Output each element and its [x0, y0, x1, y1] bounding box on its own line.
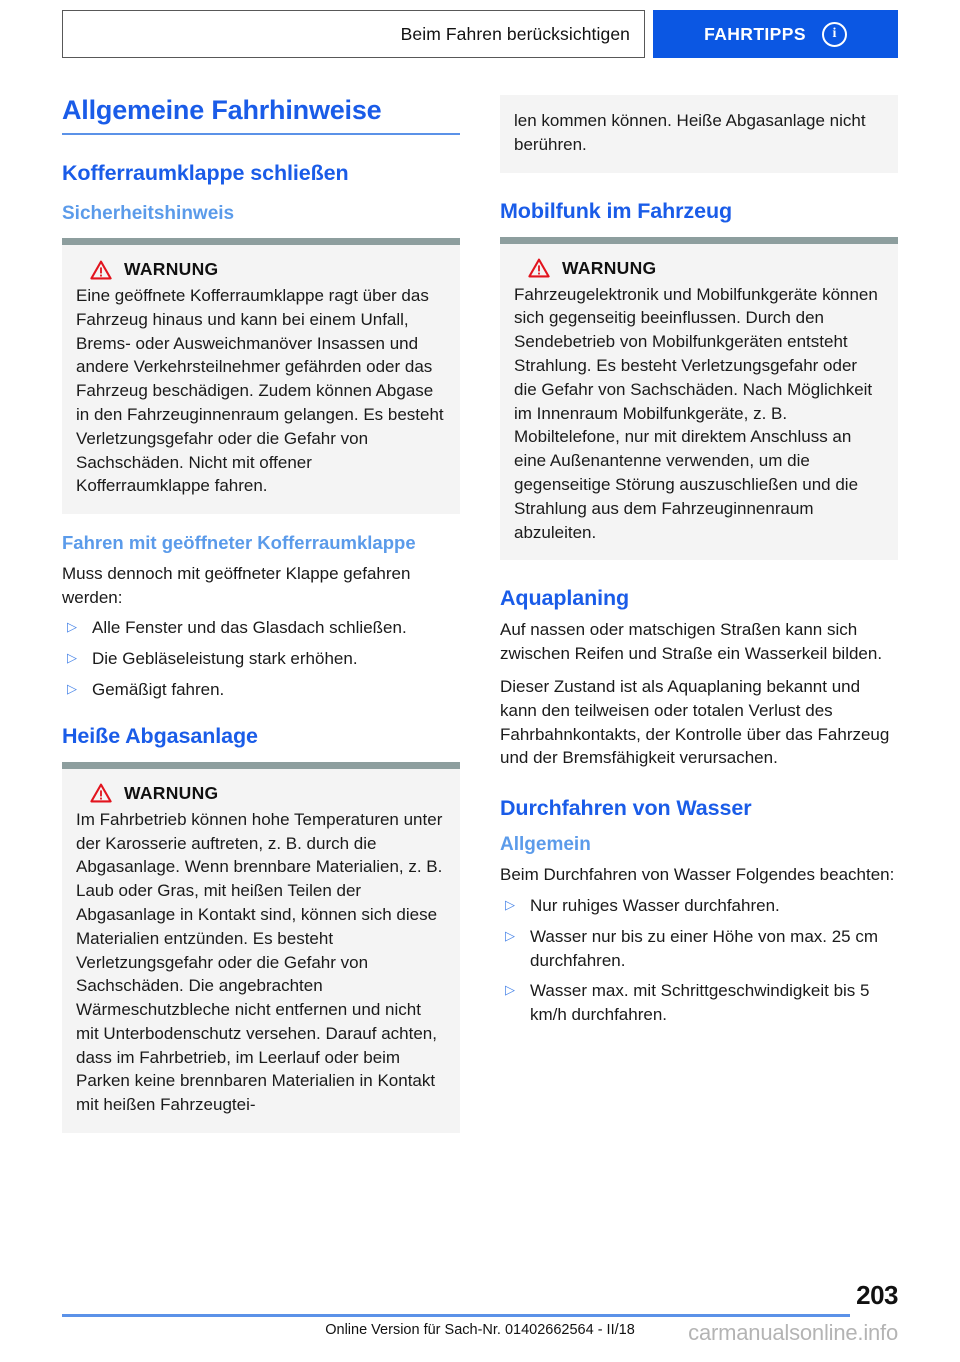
breadcrumb-label: Beim Fahren berücksichtigen	[400, 23, 630, 44]
page-number: 203	[856, 1280, 898, 1310]
list-item	[62, 616, 460, 640]
warning-box-mobilfunk	[500, 237, 898, 561]
bullet-list-fahren	[62, 616, 460, 701]
section-heading-kofferraumklappe: Kofferraumklappe schließen	[62, 161, 349, 185]
list-item-label: Gemäßigt fahren.	[92, 679, 225, 699]
warning-label: WARNUNG	[562, 257, 657, 278]
aquaplaning-paragraph-1: Auf nassen oder matschigen Straßen kann sich zwischen Reifen und Straße ein Wasserkeil bilden.	[500, 620, 883, 664]
warning-triangle-icon	[528, 258, 550, 278]
warning-header	[76, 259, 446, 280]
warning-header	[514, 258, 884, 279]
list-item-label: Alle Fenster und das Glasdach schließen.	[92, 618, 407, 638]
right-column	[500, 95, 898, 1133]
list-item	[500, 925, 898, 973]
section-heading-heisse-abgasanlage: Heiße Abgasanlage	[62, 723, 258, 748]
warning-header	[76, 783, 446, 804]
section-heading-durchfahren-von-wasser: Durchfahren von Wasser	[500, 796, 752, 821]
list-item	[62, 647, 460, 671]
bullet-triangle-icon: ▷	[67, 619, 77, 635]
warning-box-kofferraumklappe	[62, 238, 460, 514]
list-item-label: Wasser max. mit Schrittgeschwindigkeit bis 5 km/h durchfahren.	[530, 981, 870, 1025]
breadcrumb-tab[interactable]	[62, 10, 645, 58]
section-heading-mobilfunk: Mobilfunk im Fahrzeug	[500, 198, 733, 223]
warning-box-abgasanlage	[62, 762, 460, 1133]
intro-text-fahren: Muss dennoch mit geöffneter Klappe gefahren werden:	[62, 563, 411, 607]
warning-label: WARNUNG	[124, 782, 219, 803]
footer-version-text: Online Version für Sach-Nr. 01402662564 - II/18	[325, 1322, 635, 1338]
list-item	[62, 678, 460, 702]
intro-text-durchfahren: Beim Durchfahren von Wasser Folgendes beachten:	[500, 865, 895, 885]
warning-text: Im Fahrbetrieb können hohe Temperaturen unter der Karosserie auftreten, z. B. durch die Abgasanlage. Wenn brennbare Materialien, z. B. Laub oder Gras, mit heißen Teilen der Abgasanlage in Kontakt sind, können sich diese Materialien entzünden. Es besteht Verletzungsgefahr oder die Gefahr von Sachschäden. Die angebrachten Wärmeschutzbleche nicht entfernen und nicht mit Unterbodenschutz versehen. Darauf achten, dass im Fahrbetrieb, im Leerlauf oder beim Parken keine brennbaren Materialien in Kontakt mit heißen Fahrzeugtei-	[76, 809, 443, 1115]
section-heading-aquaplaning: Aquaplaning	[500, 586, 630, 611]
bullet-triangle-icon: ▷	[505, 982, 515, 998]
page-header	[62, 10, 898, 58]
bullet-triangle-icon: ▷	[67, 680, 77, 696]
page-footer	[62, 1272, 898, 1362]
list-item	[500, 894, 898, 918]
content-columns	[62, 95, 898, 1133]
list-item-label: Wasser nur bis zu einer Höhe von max. 25 cm durchfahren.	[530, 926, 879, 970]
left-column	[62, 95, 460, 1133]
footer-divider	[62, 1314, 850, 1317]
list-item-label: Nur ruhiges Wasser durchfahren.	[530, 895, 780, 915]
warning-box-continuation	[500, 95, 898, 173]
list-item	[500, 979, 898, 1027]
aquaplaning-paragraph-2: Dieser Zustand ist als Aquaplaning bekannt und kann den teilweisen oder totalen Verlust des Fahrbahnkontakts, der Kontrolle über das Fahrzeug und der Bremsfähigkeit verursachen.	[500, 676, 890, 768]
warning-text: Fahrzeugelektronik und Mobilfunkgeräte können sich gegenseitig beeinflussen. Durch den Sendebetrieb von Mobilfunkgeräten entsteht Strahlung. Es besteht Verletzungsgefahr oder die Gefahr von Sachschäden. Nach Möglichkeit im Innenraum Mobilfunkgeräte, z. B. Mobiltelefone, nur mit direktem Anschluss an eine Außenantenne verwenden, um die gegenseitige Störung auszuschließen und die Strahlung aus dem Fahrzeuginnenraum abzuleiten.	[514, 284, 878, 542]
subheading-sicherheitshinweis: Sicherheitshinweis	[62, 203, 235, 224]
bullet-triangle-icon: ▷	[505, 927, 515, 943]
subheading-fahren-mit-geoeffneter-klappe: Fahren mit geöffneter Kofferraumklappe	[62, 532, 416, 554]
bullet-list-durchfahren	[500, 894, 898, 1027]
warning-text: Eine geöffnete Kofferraumklappe ragt über das Fahrzeug hinaus und kann bei einem Unfall, Brems- oder Ausweichmanöver Insassen und andere Verkehrsteilnehmer gefährden oder das Fahrzeug beschädigen. Zudem können Abgase in den Fahrzeuginnenraum gelangen. Es besteht Verletzungsgefahr oder die Gefahr von Sachschäden. Nicht mit offener Kofferraumklappe fahren.	[76, 286, 444, 496]
subheading-allgemein: Allgemein	[500, 834, 591, 856]
watermark-label: carmanualsonline.info	[688, 1320, 898, 1345]
bullet-triangle-icon: ▷	[67, 650, 77, 666]
list-item-label: Die Gebläseleistung stark erhöhen.	[92, 649, 358, 669]
chapter-tab-label: FAHRTIPPS	[704, 23, 806, 44]
warning-label: WARNUNG	[124, 259, 219, 279]
info-circle-icon: i	[822, 22, 847, 47]
warning-triangle-icon	[90, 260, 112, 280]
bullet-triangle-icon: ▷	[505, 896, 515, 912]
warning-continuation-text: len kommen können. Heiße Abgasanlage nicht berühren.	[514, 111, 866, 154]
warning-triangle-icon	[90, 783, 112, 803]
chapter-tab[interactable]	[653, 10, 898, 58]
page-title: Allgemeine Fahrhinweise	[62, 95, 460, 135]
